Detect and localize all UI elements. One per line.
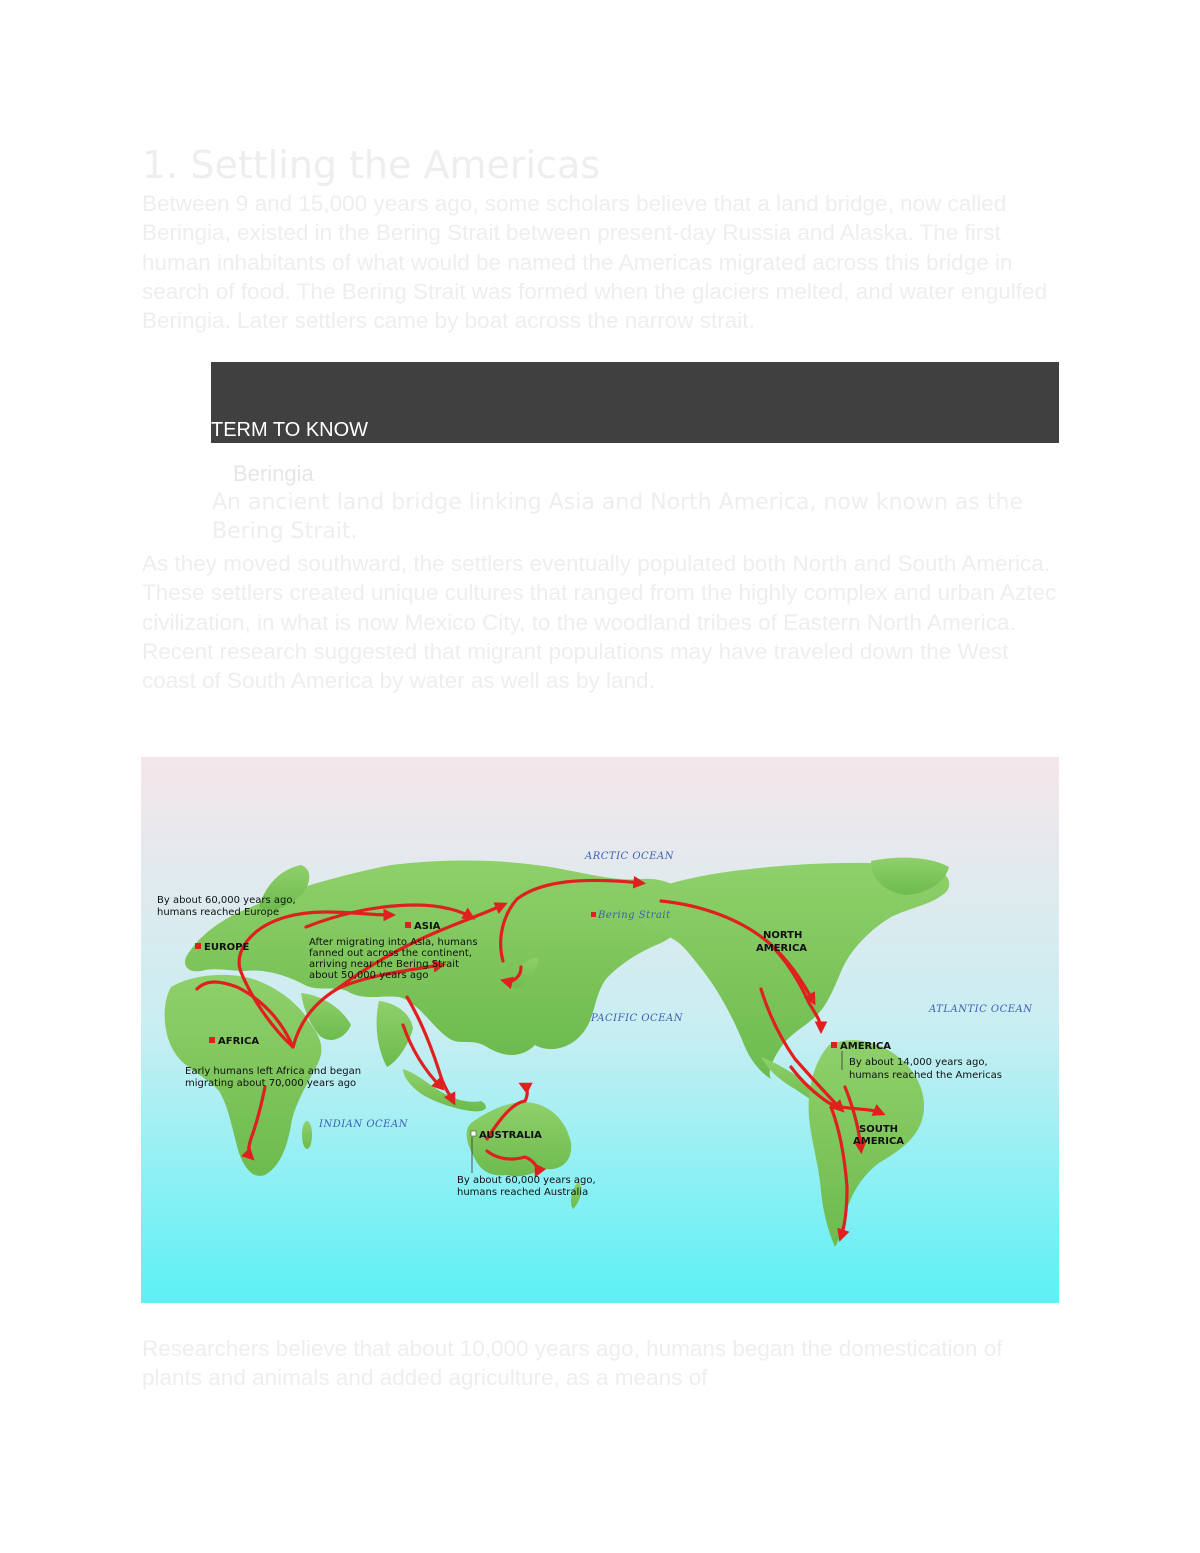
label-north-america-1: NORTH [763, 930, 803, 941]
label-bering-strait: Bering Strait [598, 910, 671, 921]
term-to-know-title: TERM TO KNOW [211, 419, 369, 441]
annotation-africa-line-2: migrating about 70,000 years ago [185, 1078, 357, 1089]
page-title: 1. Settling the Americas [142, 143, 601, 187]
annotation-america-line-2: humans reached the Americas [849, 1070, 1003, 1081]
marker-america [831, 1042, 837, 1048]
label-north-america-2: AMERICA [756, 943, 808, 954]
annotation-europe-line-2: humans reached Europe [157, 907, 280, 918]
annotation-asia-line-2: fanned out across the continent, [309, 948, 472, 959]
label-africa: AFRICA [218, 1036, 260, 1047]
paragraph-intro: Between 9 and 15,000 years ago, some scholars believe that a land bridge, now called Beringia, existed in the Bering Strait between present-day Russia and Alaska. The first human inhabitants of what would be named the Americas migrated across this bridge in search of food. The Bering Strait was formed when the glaciers melted, and water engulfed Beringia. Later settlers came by boat across the narrow strait. [142, 191, 1048, 334]
annotation-australia-line-2: humans reached Australia [457, 1187, 589, 1198]
annotation-australia-line-1: By about 60,000 years ago, [457, 1175, 596, 1186]
marker-asia [405, 922, 411, 928]
label-south-america-1: SOUTH [859, 1124, 899, 1135]
annotation-asia-line-1: After migrating into Asia, humans [309, 937, 478, 948]
marker-africa [209, 1037, 215, 1043]
annotation-asia-line-4: about 50,000 years ago [309, 970, 429, 981]
annotation-america-line-1: By about 14,000 years ago, [849, 1057, 988, 1068]
term-word: Beringia [233, 461, 314, 486]
annotation-africa-line-1: Early humans left Africa and began [185, 1066, 362, 1077]
marker-australia [471, 1131, 476, 1136]
label-indian-ocean: INDIAN OCEAN [319, 1119, 408, 1130]
label-arctic-ocean: ARCTIC OCEAN [585, 851, 674, 862]
landmass-madagascar [302, 1121, 312, 1149]
term-to-know-banner [211, 362, 1059, 443]
label-atlantic-ocean: ATLANTIC OCEAN [929, 1004, 1033, 1015]
label-europe: EUROPE [204, 942, 250, 953]
label-asia: ASIA [414, 921, 441, 932]
label-south-america-2: AMERICA [853, 1136, 905, 1147]
migration-map [141, 757, 1059, 1303]
label-australia: AUSTRALIA [479, 1130, 542, 1141]
label-pacific-ocean: PACIFIC OCEAN [591, 1013, 683, 1024]
annotation-asia-line-3: arriving near the Bering Strait [309, 959, 459, 970]
marker-bering-strait [591, 912, 596, 917]
paragraph-settlers: As they moved southward, the settlers eventually populated both North and South America. These settlers created unique cultures that ranged from the highly complex and urban Aztec civilization, in what is now Mexico City, to the woodland tribes of Eastern North America. Recent research suggested that migrant populations may have traveled down the West coast of South America by water as well as by land. [142, 551, 1057, 694]
paragraph-agriculture: Researchers believe that about 10,000 years ago, humans began the domestication of plants and animals and added agriculture, as a means of [142, 1336, 1003, 1391]
label-america: AMERICA [840, 1041, 892, 1052]
annotation-europe-line-1: By about 60,000 years ago, [157, 895, 296, 906]
term-definition: An ancient land bridge linking Asia and North America, now known as the Bering Strait. [212, 490, 1023, 544]
marker-europe [195, 943, 201, 949]
